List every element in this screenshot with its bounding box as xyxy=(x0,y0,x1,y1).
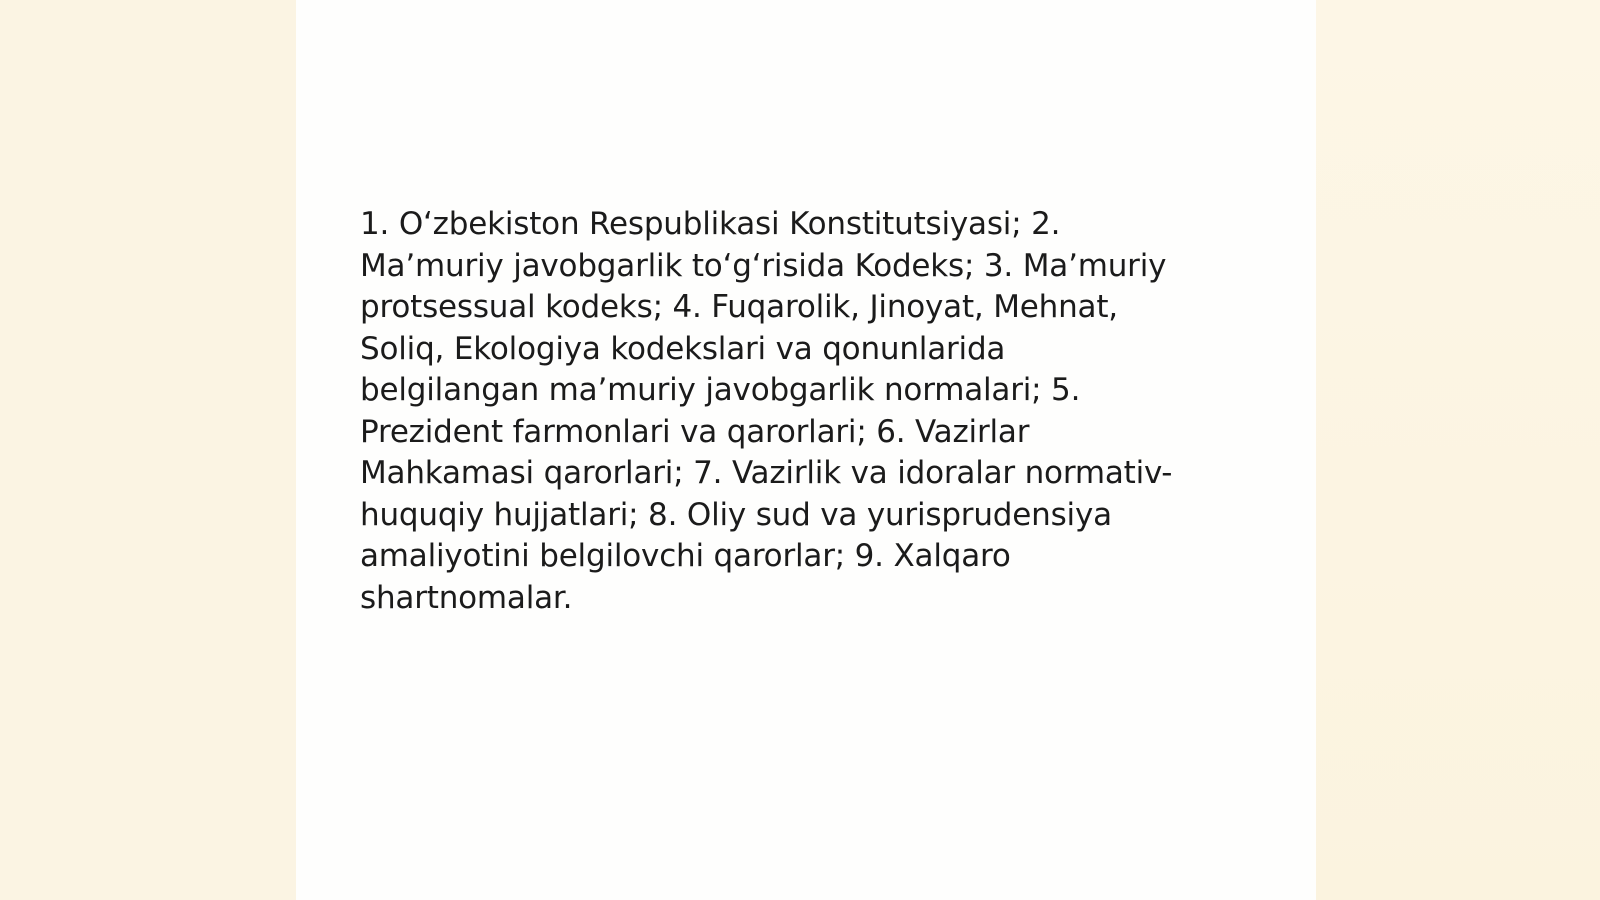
body-line: Mahkamasi qarorlari; 7. Vazirlik va idoralar normativ- xyxy=(360,455,1173,491)
body-line: Ma’muriy javobgarlik to‘g‘risida Kodeks; 3. Ma’muriy xyxy=(360,247,1167,284)
body-line: Soliq, Ekologiya kodekslari va qonunlarida xyxy=(360,330,1006,367)
body-line: huquqiy hujjatlari; 8. Oliy sud va yurisprudensiya xyxy=(360,496,1112,533)
slide-body-text xyxy=(360,204,1260,619)
right-background-panel xyxy=(1316,0,1600,900)
left-background-panel xyxy=(0,0,296,900)
body-line: belgilangan ma’muriy javobgarlik normalari; 5. xyxy=(360,372,1081,408)
body-line: protsessual kodeks; 4. Fuqarolik, Jinoyat, Mehnat, xyxy=(360,289,1118,325)
slide-canvas xyxy=(296,0,1316,900)
body-line: Prezident farmonlari va qarorlari; 6. Vazirlar xyxy=(360,413,1030,450)
body-line: amaliyotini belgilovchi qarorlar; 9. Xalqaro xyxy=(360,538,1011,574)
body-line: shartnomalar. xyxy=(360,579,573,616)
body-line: 1. O‘zbekiston Respublikasi Konstitutsiyasi; 2. xyxy=(360,206,1061,242)
